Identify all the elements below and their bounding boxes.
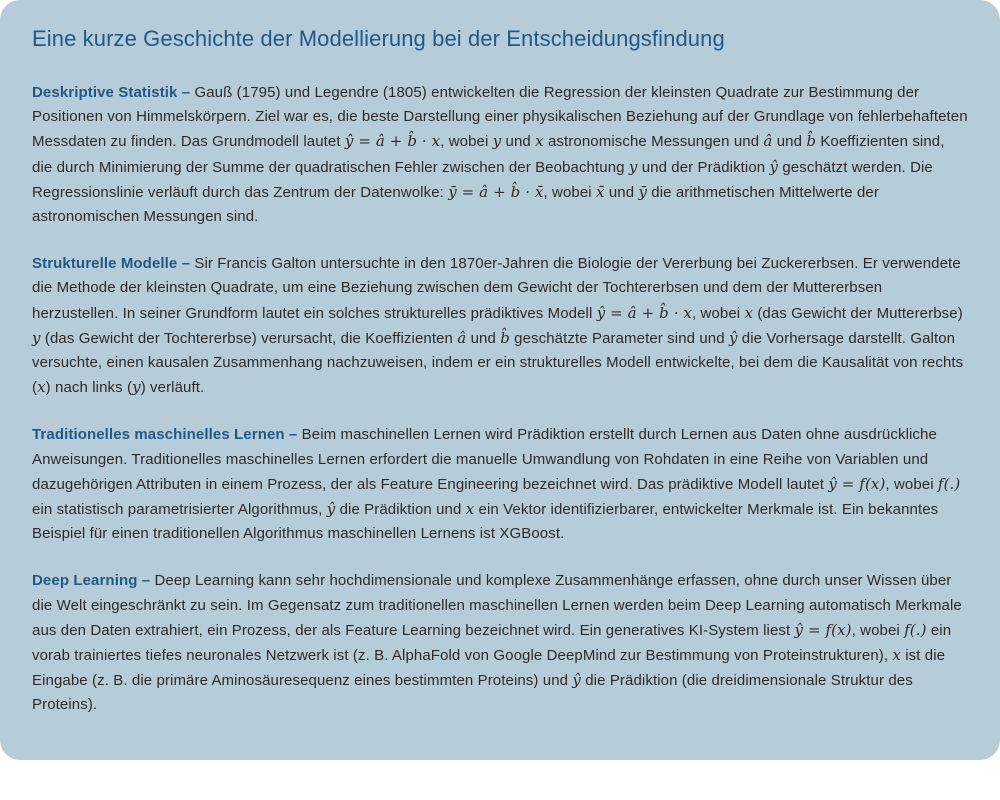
body-text: , wobei (851, 621, 905, 639)
body-text: und (466, 329, 501, 347)
math-expression: x̄ (596, 182, 605, 201)
math-expression: f(.) (937, 474, 961, 493)
body-text: die Vorhersage darstellt. Galton versuchte, einen kausalen Zusammenhang nachzuweisen, indem er ein strukturelles Modell entwickelte, bei dem die Kausalität von rechts ( (32, 329, 964, 397)
body-text: , wobei (692, 304, 745, 322)
math-expression: â (763, 132, 773, 151)
math-expression: ŷ (572, 671, 581, 690)
body-text: Deep Learning kann sehr hochdimensionale und komplexe Zusammenhänge erfassen, ohne durch unser Wissen über die Welt eingeschränkt zu sein. Im Gegensatz zum traditionellen maschinellen Lernen werden beim Deep Learning automatisch Merkmale aus den Daten extrahiert, ein Prozess, der als Feature Learning bezeichnet wird. Ein generatives KI-System liest (32, 572, 962, 639)
sections-container (32, 81, 968, 718)
body-text: ein Vektor identifizierbarer, entwickelter Merkmale ist. Ein bekanntes Beispiel für einen traditionellen Algorithmus maschinellen Lernens ist XGBoost. (32, 501, 939, 543)
body-text: und der Prädiktion (637, 158, 770, 176)
body-text: , wobei (543, 183, 596, 201)
body-text: Sir Francis Galton untersuchte in den 1870er-Jahren die Biologie der Vererbung bei Zuckererbsen. Er verwendete die Methode der kleinsten Quadrate, um eine Beziehung zwischen dem Gewicht der Tochtererbsen und dem der Muttererbsen herzustellen. In seiner Grundform lautet ein solches strukturelles prädiktives Modell (32, 255, 961, 322)
body-text: die arithmetischen Mittelwerte der astronomischen Messungen sind. (32, 183, 879, 226)
section-paragraph (32, 252, 968, 400)
body-text: und (604, 183, 639, 201)
math-expression: x (465, 500, 475, 519)
math-expression: f(.) (904, 620, 927, 639)
math-expression: ȳ (638, 182, 648, 201)
math-expression: x (892, 646, 901, 665)
math-expression: y (492, 132, 502, 151)
body-text: und (501, 133, 536, 151)
math-expression: ŷ = â + b̂ · x (344, 132, 441, 151)
body-text: (das Gewicht der Tochtererbse) verursacht, die Koeffizienten (40, 329, 458, 347)
body-text: die Prädiktion (die dreidimensionale Struktur des Proteins). (32, 672, 913, 714)
body-text: ist die Eingabe (z. B. die primäre Aminosäuresequenz eines bestimmten Proteins) und (32, 647, 946, 690)
body-text: geschätzte Parameter sind und (509, 329, 729, 347)
section-paragraph (32, 423, 968, 546)
body-text: , wobei (440, 133, 493, 151)
body-text: ein vorab trainiertes tiefes neuronales Netzwerk ist (z. B. AlphaFold von Google DeepMind zur Bestimmung von Proteinstrukturen), (32, 621, 952, 665)
body-text: Beim maschinellen Lernen wird Prädiktion erstellt durch Lernen aus Daten ohne ausdrückliche Anweisungen. Traditionelles maschinelles Lernen erfordert die manuelle Umwandlung von Rohdaten in eine Reihe von Variablen und dazugehörigen Attributen in einem Prozess, der als Feature Engineering bezeichnet wird. Das prädiktive Modell lautet (32, 426, 937, 493)
body-text: astronomische Messungen und (543, 133, 764, 151)
body-text: und (772, 133, 807, 151)
math-expression: ŷ (769, 157, 779, 176)
body-text: Gauß (1795) und Legendre (1805) entwickelten die Regression der kleinsten Quadrate zur Bestimmung der Positionen von Himmelskörpern. Ziel war es, die beste Darstellung einer physikalischen Beziehung auf der Grundlage von fehlerbehafteten Messdaten zu finden. Das Grundmodell lautet (32, 84, 968, 151)
body-text: , wobei (885, 475, 938, 493)
section-heading: Traditionelles maschinelles Lernen – (32, 426, 298, 444)
math-expression: ŷ (326, 500, 336, 519)
section-heading: Deskriptive Statistik – (32, 84, 191, 101)
math-expression: y (32, 328, 41, 347)
body-text: ) nach links ( (45, 379, 133, 397)
math-expression: ŷ = f(x) (794, 620, 852, 639)
math-expression: b̂ (500, 328, 510, 347)
section-heading: Deep Learning – (32, 572, 151, 590)
body-text: ) verläuft. (140, 379, 205, 397)
section-paragraph (32, 569, 968, 717)
math-expression: â (457, 328, 467, 347)
math-expression: ŷ = f(x) (828, 474, 886, 493)
math-expression: x (744, 303, 754, 322)
section-paragraph (32, 81, 968, 229)
section-heading: Strukturelle Modelle – (32, 255, 191, 273)
math-expression: b̂ (806, 132, 817, 151)
math-expression: ȳ = â + b̂ · x̄ (448, 182, 544, 201)
math-expression: x (535, 132, 544, 151)
body-text: die Prädiktion und (335, 501, 466, 519)
math-expression: y (628, 157, 638, 176)
body-text: (das Gewicht der Muttererbse) (753, 304, 963, 322)
body-text: ein statistisch parametrisierter Algorithmus, (32, 501, 327, 519)
math-expression: ŷ = â + b̂ · x (596, 303, 692, 322)
body-text: geschätzt werden. Die Regressionslinie verläuft durch das Zentrum der Datenwolke: (32, 158, 933, 201)
page-title: Eine kurze Geschichte der Modellierung bei der Entscheidungsfindung (32, 26, 725, 51)
body-text: Koeffizienten sind, die durch Minimierung der Summe der quadratischen Fehler zwischen der Beobachtung (32, 133, 945, 176)
math-expression: x (37, 378, 46, 397)
math-expression: y (132, 378, 141, 397)
math-expression: ŷ (728, 328, 738, 347)
